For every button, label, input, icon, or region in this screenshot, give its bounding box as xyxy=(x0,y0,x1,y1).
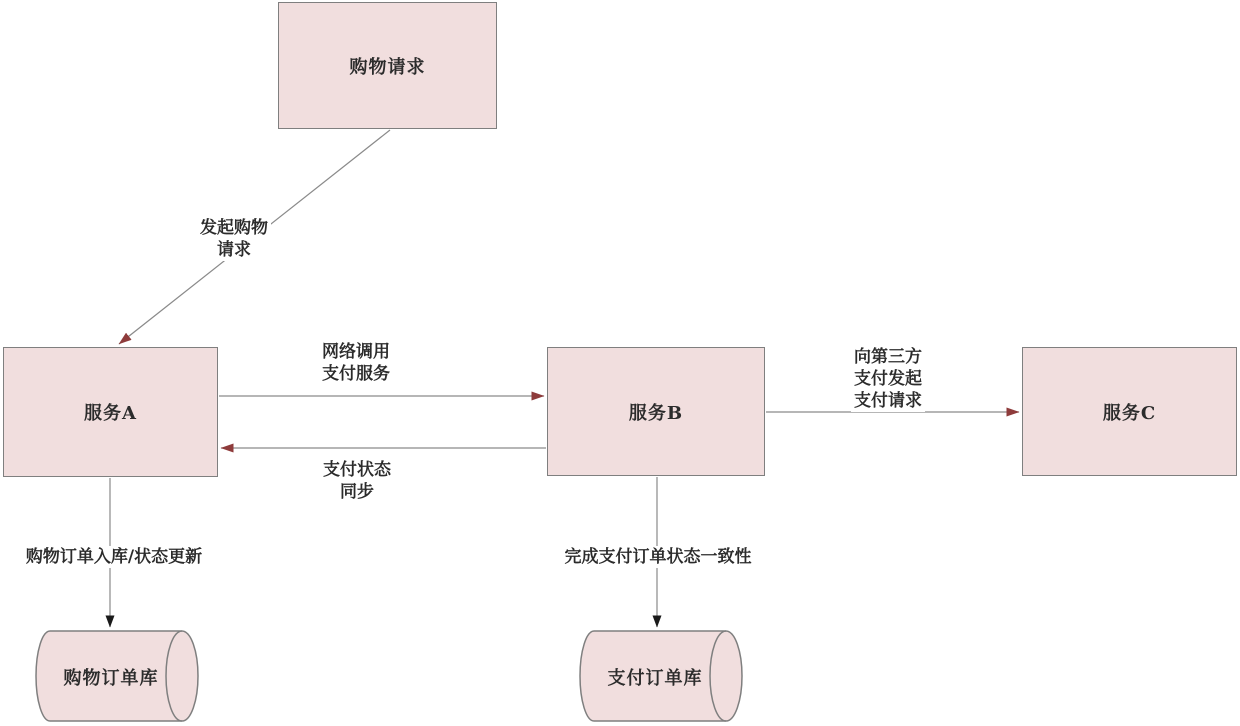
edge-label-payment-status-sync xyxy=(320,459,394,503)
edge-label-order-store: 购物订单入库/状态更新 xyxy=(23,546,205,568)
edge-label-line: 支付服务 xyxy=(322,364,390,384)
node-shopping-request xyxy=(278,2,497,129)
node-service-b-label: 服务B xyxy=(628,402,684,424)
edge-label-third-party-payment xyxy=(851,346,925,412)
edge-label-line: 同步 xyxy=(340,482,374,502)
edge-label-payment-consistency: 完成支付订单状态一致性 xyxy=(562,546,755,568)
edge-label-line: 请求 xyxy=(217,240,251,260)
edge-label-line: 网络调用 xyxy=(322,342,390,362)
node-service-b xyxy=(547,347,765,476)
edge-label-network-call xyxy=(319,341,393,385)
edge-label-initiate-shopping xyxy=(197,217,271,261)
node-service-c-label: 服务C xyxy=(1102,402,1157,424)
edge-label-line: 发起购物 xyxy=(200,218,268,238)
payment-order-db-label: 支付订单库 xyxy=(607,668,703,689)
shopping-order-db-label: 购物订单库 xyxy=(63,668,159,689)
edge-label-line: 支付请求 xyxy=(854,391,922,411)
node-service-a-label: 服务A xyxy=(84,403,137,424)
node-service-c xyxy=(1022,347,1237,476)
node-service-a xyxy=(3,347,218,477)
edge-label-line: 向第三方 xyxy=(854,347,922,367)
edge-label-line: 支付状态 xyxy=(323,460,391,480)
node-shopping-request-label: 购物请求 xyxy=(349,56,426,78)
edge-label-line: 支付发起 xyxy=(854,369,922,389)
